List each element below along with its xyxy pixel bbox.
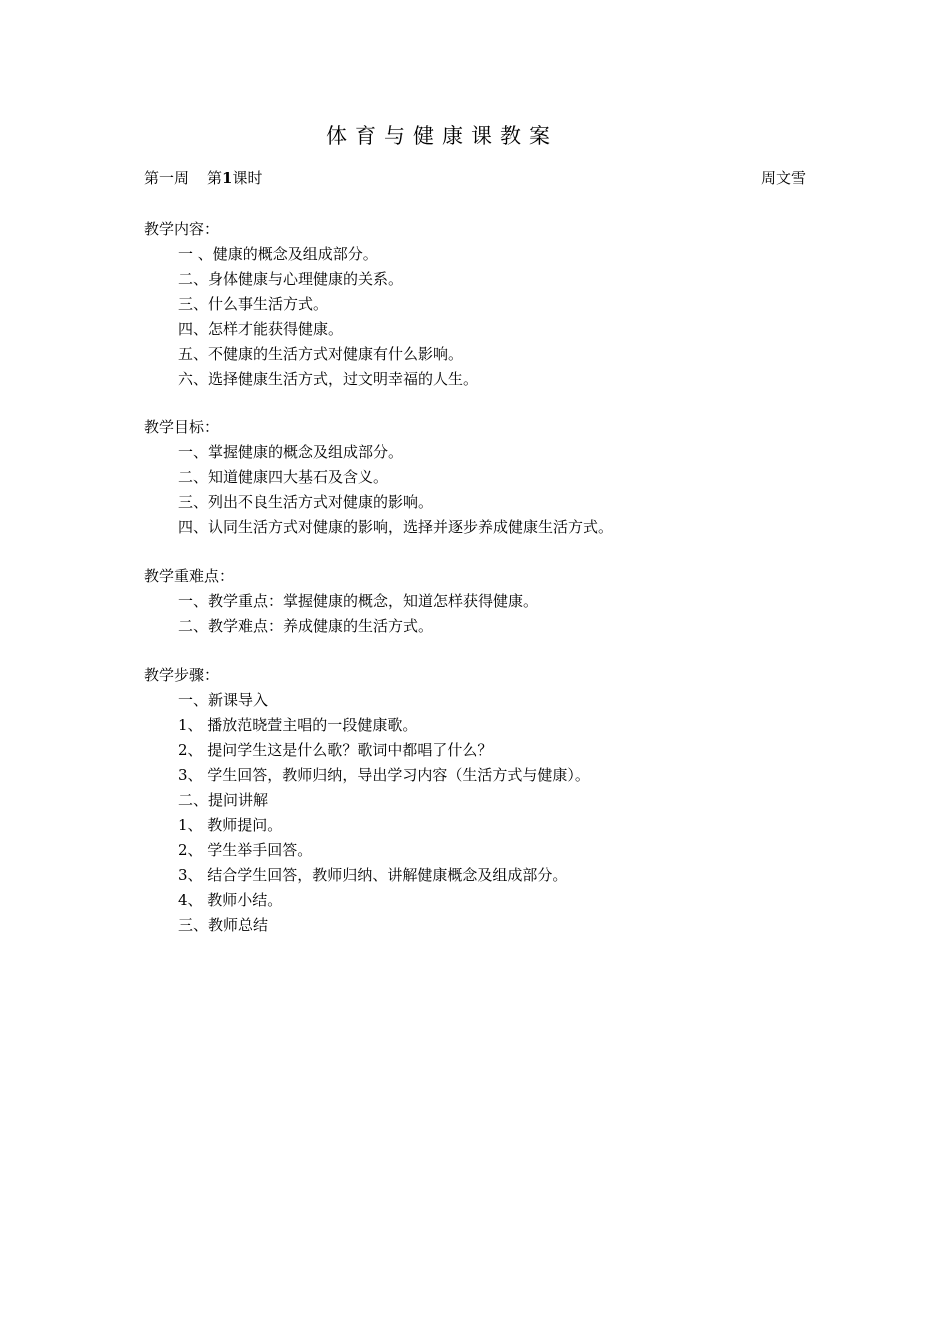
goal-item: 二、知道健康四大基石及含义。: [178, 468, 389, 486]
teaching-goals-section: [144, 415, 844, 540]
step-item: 2、 学生举手回答。: [178, 841, 313, 859]
key-points-section: [144, 564, 844, 639]
step-item: 2、 提问学生这是什么歌？歌词中都唱了什么？: [178, 741, 493, 759]
section-heading-steps: 教学步骤：: [144, 666, 220, 684]
content-item: 五、不健康的生活方式对健康有什么影响。: [178, 345, 464, 363]
week-label: 第一周: [144, 169, 190, 187]
step-item: 一、新课导入: [178, 691, 269, 709]
lesson-prefix: 第: [207, 169, 223, 187]
goal-item: 一、掌握健康的概念及组成部分。: [178, 443, 404, 461]
section-heading-content: 教学内容：: [144, 220, 220, 238]
step-item: 二、提问讲解: [178, 791, 269, 809]
lesson-suffix: 课时: [232, 169, 263, 187]
teaching-steps-section: [144, 663, 844, 938]
step-item: 3、 结合学生回答，教师归纳、讲解健康概念及组成部分。: [178, 866, 568, 884]
content-item: 三、什么事生活方式。: [178, 295, 329, 313]
goal-item: 四、认同生活方式对健康的影响，选择并逐步养成健康生活方式。: [178, 518, 614, 536]
step-item: 4、 教师小结。: [178, 891, 283, 909]
document-title: 体育与健康课教案: [326, 124, 558, 148]
step-item: 三、教师总结: [178, 916, 269, 934]
step-item: 3、 学生回答，教师归纳，导出学习内容（生活方式与健康）。: [178, 766, 590, 784]
step-item: 1、 播放范晓萱主唱的一段健康歌。: [178, 716, 418, 734]
lesson-info-row: [144, 166, 806, 190]
content-item: 四、怎样才能获得健康。: [178, 320, 344, 338]
content-item: 二、身体健康与心理健康的关系。: [178, 270, 404, 288]
section-heading-goals: 教学目标：: [144, 418, 220, 436]
goal-item: 三、列出不良生活方式对健康的影响。: [178, 493, 434, 511]
section-heading-key-points: 教学重难点：: [144, 567, 235, 585]
content-item: 一 、健康的概念及组成部分。: [178, 245, 378, 263]
key-point-item: 二、教学难点：养成健康的生活方式。: [178, 617, 434, 635]
content-item: 六、选择健康生活方式，过文明幸福的人生。: [178, 370, 479, 388]
teaching-content-section: [144, 217, 844, 392]
lesson-schedule: [144, 166, 262, 190]
author-name: 周文雪: [760, 169, 806, 187]
step-item: 1、 教师提问。: [178, 816, 283, 834]
lesson-number: 1: [222, 169, 233, 187]
key-point-item: 一、教学重点：掌握健康的概念，知道怎样获得健康。: [178, 592, 539, 610]
